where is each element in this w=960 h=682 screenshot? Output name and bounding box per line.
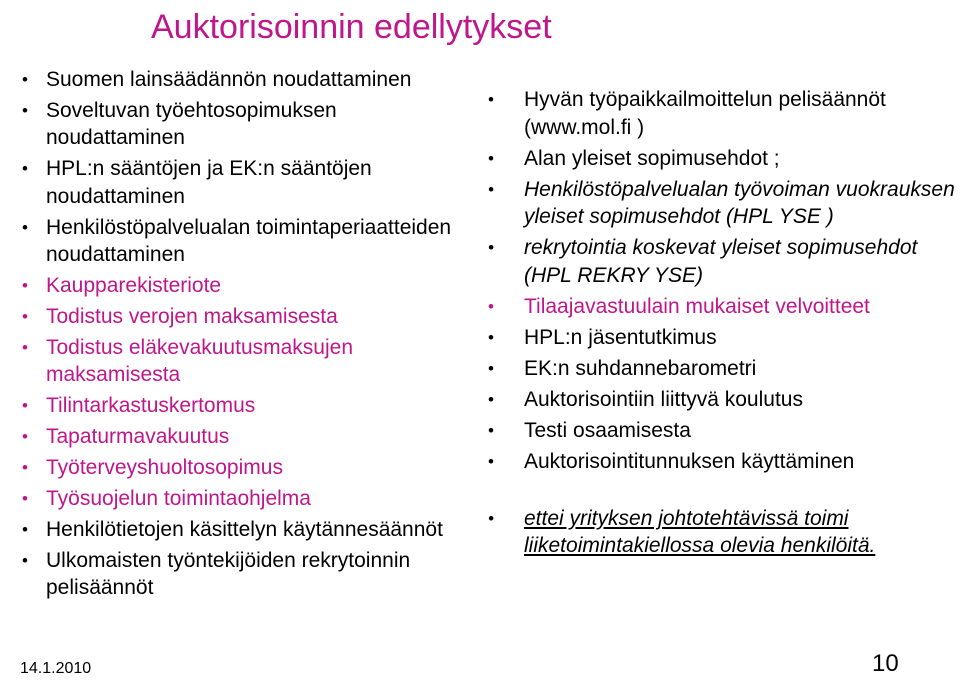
list-item-text: Henkilöstöpalvelualan toimintaperiaatteiden noudattaminen — [46, 215, 452, 267]
bullet-icon: • — [488, 238, 494, 258]
bullet-icon: • — [22, 276, 28, 296]
list-item — [488, 234, 956, 289]
bullet-icon: • — [22, 217, 28, 237]
list-item — [488, 448, 956, 476]
bullet-icon: • — [22, 306, 28, 326]
list-item — [22, 516, 477, 544]
bullet-icon: • — [22, 458, 28, 478]
bullet-icon: • — [22, 159, 28, 179]
footer-date: 14.1.2010 — [20, 660, 92, 677]
right-bullet-list — [488, 86, 956, 563]
list-item — [488, 355, 956, 383]
bullet-icon: • — [488, 327, 494, 347]
bullet-icon: • — [488, 452, 494, 472]
list-item-text: rekrytointia koskevat yleiset sopimusehdot (HPL REKRY YSE) — [524, 236, 918, 287]
list-item-text: Alan yleiset sopimusehdot ; — [524, 146, 780, 170]
list-item-text: ettei yrityksen johtotehtävissä toimi liiketoimintakiellossa olevia henkilöitä. — [524, 506, 876, 558]
list-item-text: Todistus eläkevakuutusmaksujen maksamisesta — [46, 335, 354, 387]
list-item-text: Työterveyshuoltosopimus — [46, 456, 283, 480]
list-item — [488, 386, 956, 414]
bullet-icon: • — [22, 70, 28, 89]
list-item — [22, 547, 477, 602]
list-item — [22, 272, 477, 300]
list-item-text: Työsuojelun toimintaohjelma — [46, 486, 311, 510]
list-item — [488, 293, 956, 321]
list-item-text: Testi osaamisesta — [524, 419, 691, 443]
list-item — [22, 97, 477, 152]
bullet-icon: • — [22, 396, 28, 416]
list-item — [22, 303, 477, 331]
list-item-text: Henkilötietojen käsittelyn käytännesäännöt — [46, 517, 443, 541]
list-item — [22, 214, 477, 269]
list-item-text: EK:n suhdannebarometri — [524, 357, 757, 381]
bullet-icon: • — [488, 90, 494, 109]
list-item — [488, 145, 956, 173]
bullet-icon: • — [488, 421, 494, 441]
list-item-text: Tilintarkastuskertomus — [46, 394, 256, 418]
list-item-text: Todistus verojen maksamisesta — [46, 304, 338, 328]
slide-title: Auktorisoinnin edellytykset — [151, 8, 552, 46]
bullet-icon: • — [22, 427, 28, 447]
list-item-text: HPL:n jäsentutkimus — [524, 325, 717, 349]
list-item-text: Ulkomaisten työntekijöiden rekrytoinnin pelisäännöt — [46, 548, 411, 600]
list-item — [22, 392, 477, 420]
bullet-icon: • — [488, 296, 494, 316]
list-item — [488, 324, 956, 352]
bullet-icon: • — [22, 100, 28, 120]
bullet-icon: • — [488, 148, 494, 168]
bullet-icon: • — [22, 337, 28, 357]
list-item-text: Auktorisointitunnuksen käyttäminen — [524, 450, 855, 474]
list-item-text: Tapaturmavakuutus — [46, 425, 230, 449]
list-item — [488, 505, 956, 560]
list-item-text: Kaupparekisteriote — [46, 274, 222, 298]
list-item-text: Tilaajavastuulain mukaiset velvoitteet — [524, 294, 870, 318]
bullet-icon: • — [488, 359, 494, 379]
list-item — [488, 417, 956, 445]
slide-number: 10 — [872, 650, 899, 677]
list-item-text: Auktorisointiin liittyvä koulutus — [524, 388, 803, 412]
bullet-icon: • — [22, 550, 28, 570]
bullet-icon: • — [22, 488, 28, 508]
list-item — [22, 485, 477, 513]
list-item — [22, 454, 477, 482]
bullet-icon: • — [488, 390, 494, 410]
list-item — [22, 66, 477, 94]
list-item — [488, 86, 956, 141]
bullet-icon: • — [22, 519, 28, 539]
list-item — [22, 155, 477, 210]
list-item-text: Suomen lainsäädännön noudattaminen — [46, 68, 412, 91]
bullet-icon: • — [488, 179, 494, 199]
list-item — [22, 423, 477, 451]
bullet-icon: • — [488, 508, 494, 528]
left-bullet-list — [22, 66, 477, 605]
list-item-text: Henkilöstöpalvelualan työvoiman vuokrauksen yleiset sopimusehdot (HPL YSE ) — [524, 177, 955, 229]
list-item-text: Soveltuvan työehtosopimuksen noudattaminen — [46, 98, 337, 150]
list-item-text: Hyvän työpaikkailmoittelun pelisäännöt (www.mol.fi ) — [524, 88, 886, 139]
list-item — [488, 176, 956, 231]
list-item-text: HPL:n sääntöjen ja EK:n sääntöjen noudattaminen — [46, 157, 372, 208]
list-item — [22, 334, 477, 389]
